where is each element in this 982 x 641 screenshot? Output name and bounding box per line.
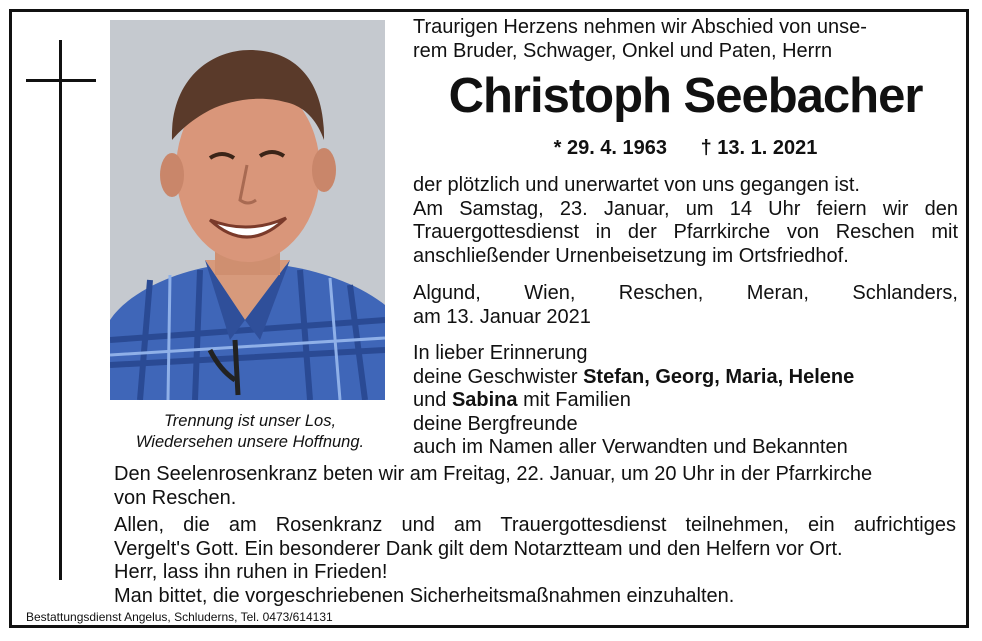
announcement-line: anschließender Urnenbeisetzung im Ortsfriedhof. [413, 244, 849, 267]
deceased-name: Christoph Seebacher [448, 69, 923, 123]
thanks-text [114, 514, 956, 608]
siblings-prefix: deine Geschwister [413, 365, 584, 388]
intro-line: Traurigen Herzens nehmen wir Abschied von unse- [413, 16, 867, 38]
death-date: † 13. 1. 2021 [700, 137, 818, 159]
place-date [413, 282, 958, 329]
intro-line: rem Bruder, Schwager, Onkel und Paten, Herrn [413, 40, 833, 62]
funeral-service-footer: Bestattungsdienst Angelus, Schluderns, Tel. 0473/614131 [26, 610, 333, 624]
mourners-sabina [413, 389, 958, 413]
sabina-prefix: und [413, 389, 452, 411]
announcement-line: Am Samstag, 23. Januar, um 14 Uhr feiern wir den [413, 197, 958, 220]
announcement-text [413, 174, 958, 268]
date-line: am 13. Januar 2021 [413, 305, 591, 328]
thanks-line: Herr, lass ihn ruhen in Frieden! [114, 561, 388, 583]
mourners-list [413, 342, 958, 460]
rosary-line: von Reschen. [114, 486, 237, 509]
caption-line: Trennung ist unser Los, [163, 412, 337, 430]
mourners-friends: deine Bergfreunde [413, 412, 578, 435]
thanks-line: Allen, die am Rosenkranz und am Trauergottesdienst teilnehmen, ein aufrichtiges [114, 514, 956, 536]
portrait-photo [110, 20, 385, 400]
cross-icon-vertical [59, 40, 62, 580]
sabina-suffix: mit Familien [517, 389, 631, 411]
sabina-name: Sabina [451, 389, 518, 411]
place-line: Algund, Wien, Reschen, Meran, Schlanders, [413, 282, 958, 304]
thanks-line: Vergelt's Gott. Ein besonderer Dank gilt dem Notarztteam und den Helfern vor Ort. [114, 537, 843, 560]
intro-text [413, 15, 958, 63]
mourners-relatives: auch im Namen aller Verwandten und Bekannten [413, 436, 848, 458]
birth-date: * 29. 4. 1963 [553, 137, 668, 159]
cross-icon-horizontal [26, 79, 96, 82]
mourners-intro: In lieber Erinnerung [413, 342, 588, 364]
thanks-line: Man bittet, die vorgeschriebenen Sicherheitsmaßnahmen einzuhalten. [114, 584, 735, 607]
rosary-text [114, 463, 956, 510]
caption-line: Wiedersehen unsere Hoffnung. [135, 433, 365, 451]
announcement-line: der plötzlich und unerwartet von uns gegangen ist. [413, 174, 860, 196]
siblings-names: Stefan, Georg, Maria, Helene [583, 365, 855, 388]
mourners-siblings [413, 366, 958, 390]
rosary-line: Den Seelenrosenkranz beten wir am Freitag, 22. Januar, um 20 Uhr in der Pfarrkirche [114, 463, 873, 485]
announcement-line: Trauergottesdienst in der Pfarrkirche von Reschen mit [413, 221, 958, 243]
life-dates [413, 136, 958, 160]
photo-caption [110, 411, 390, 453]
